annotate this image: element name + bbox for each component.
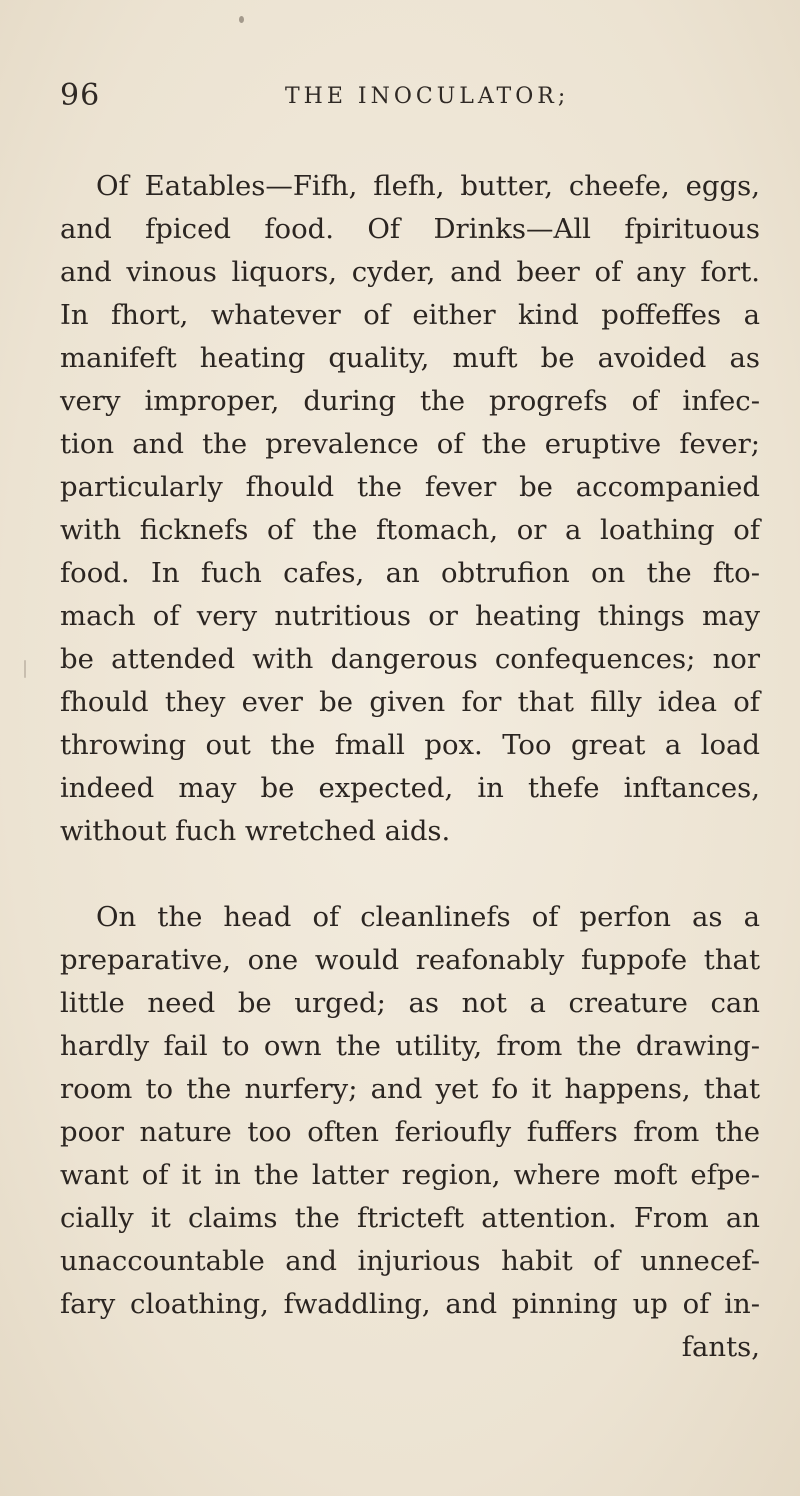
text-line: very improper, during the progrefs of infec- [60,385,760,417]
text-line: fhould they ever be given for that filly idea of [60,686,760,718]
text-line: On the head of cleanlinefs of perfon as a [96,901,760,933]
text-line: In fhort, whatever of either kind poffeffes a [60,299,760,331]
paragraph-gap [60,853,760,896]
text-line: with ficknefs of the ftomach, or a loathing of [60,514,760,546]
catchword: fants, [681,1331,760,1363]
page-number: 96 [60,78,101,113]
text-line: cially it claims the ftricteft attention. From an [60,1202,760,1234]
text-line: tion and the prevalence of the eruptive fever; [60,428,760,460]
running-head: THE INOCULATOR; [285,84,570,109]
text-line: particularly fhould the fever be accompanied [60,471,760,503]
paper-speck [24,660,26,678]
text-line: poor nature too often ferioufly fuffers from the [60,1116,760,1148]
text-line: Of Eatables—Fifh, flefh, butter, cheefe, eggs, [96,170,760,202]
text-line: manifeft heating quality, muft be avoided as [60,342,760,374]
paragraph-2 [60,896,760,1369]
text-line: room to the nurfery; and yet fo it happens, that [60,1073,760,1105]
text-line: and fpiced food. Of Drinks—All fpirituous [60,213,760,245]
text-line: food. In fuch cafes, an obtrufion on the fto- [60,557,760,589]
text-line: little need be urged; as not a creature can [60,987,760,1019]
text-line: fary cloathing, fwaddling, and pinning up of in- [60,1288,760,1320]
body-text [60,165,760,1369]
text-line: hardly fail to own the utility, from the drawing- [60,1030,760,1062]
text-line: want of it in the latter region, where moft efpe- [60,1159,760,1191]
text-line: indeed may be expected, in thefe inftances, [60,772,760,804]
text-line: be attended with dangerous confequences; nor [60,643,760,675]
text-line: preparative, one would reafonably fuppofe that [60,944,760,976]
text-line: mach of very nutritious or heating things may [60,600,760,632]
text-line: unaccountable and injurious habit of unnecef- [60,1245,760,1277]
page-header [60,70,760,130]
text-line: without fuch wretched aids. [60,815,451,847]
paragraph-1 [60,165,760,853]
paper-speck [239,16,244,23]
text-line: and vinous liquors, cyder, and beer of any fort. [60,256,760,288]
text-line: throwing out the fmall pox. Too great a load [60,729,760,761]
